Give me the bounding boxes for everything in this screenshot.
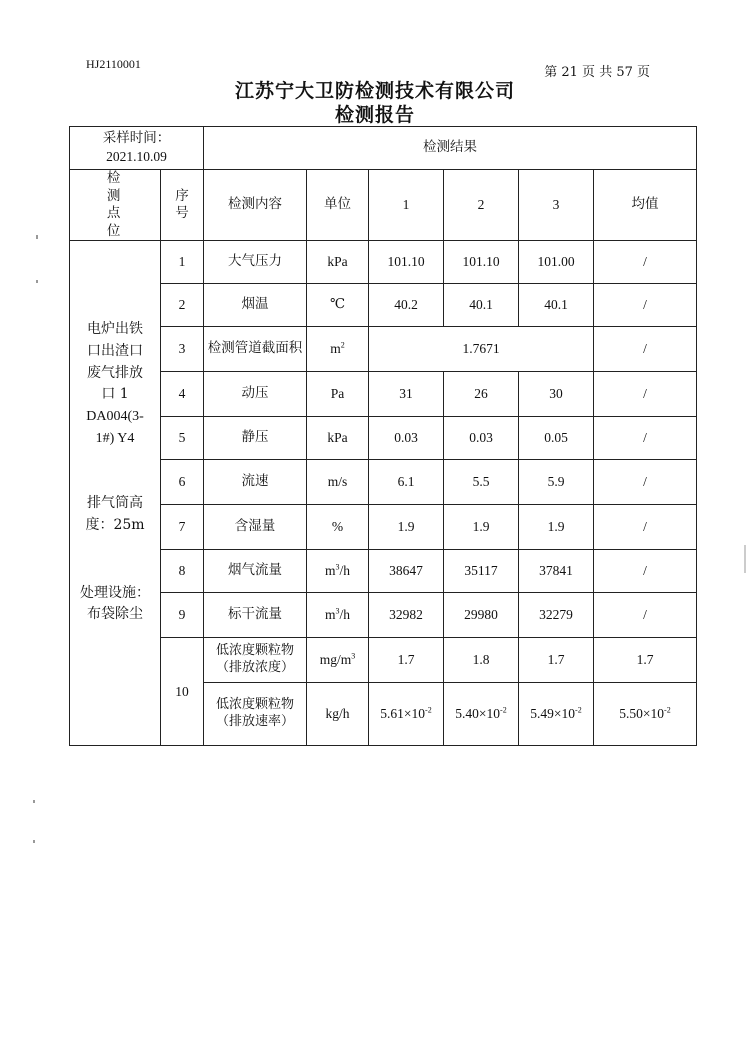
item-cell: 低浓度颗粒物 （排放速率） [204,683,307,746]
sampling-time-label: 采样时间： [102,130,171,147]
location-line: 口 1 [101,386,129,403]
scan-mark [33,840,35,843]
document-code: HJ2110001 [86,57,141,71]
seq-cell: 3 [161,327,204,372]
sampling-date: 2021.10.09 [106,149,167,164]
header-run-1: 1 [369,170,444,241]
value-cell: 1.9 [369,505,444,550]
average-cell: / [594,284,697,327]
item-cell: 动压 [204,372,307,417]
unit-cell: $m^3/h$ [307,593,369,638]
facility-line: 布袋除尘 [87,606,143,623]
unit-cell: ℃ [307,284,369,327]
value-cell: 29980 [444,593,519,638]
location-line: 电炉出铁 [87,321,143,338]
table-row [70,638,697,683]
table-row [70,284,697,327]
value-cell: 5.9 [519,460,594,505]
item-cell: 流速 [204,460,307,505]
value-cell: 101.10 [444,241,519,284]
value-cell: 0.03 [444,417,519,460]
item-cell: 静压 [204,417,307,460]
table-row [70,372,697,417]
value-cell: 38647 [369,550,444,593]
location-cell [70,241,161,746]
unit-cell: $m^2$ [307,327,369,372]
average-cell: / [594,372,697,417]
table-row [70,241,697,284]
company-name: 江苏宁大卫防检测技术有限公司 [234,80,515,102]
item-cell: 含湿量 [204,505,307,550]
value-cell: 32982 [369,593,444,638]
seq-cell: 5 [161,417,204,460]
unit-cell: $m^3/h$ [307,550,369,593]
value-cell: 31 [369,372,444,417]
value-cell: 101.00 [519,241,594,284]
table-row [70,327,697,372]
value-cell: $5.61\times 10^{-2}$ [369,683,444,746]
scan-mark [744,545,746,573]
average-cell: / [594,241,697,284]
value-cell: 40.1 [519,284,594,327]
item-cell: 检测管道截面积 [204,327,307,372]
header-average: 均值 [594,170,697,241]
value-cell: 1.9 [519,505,594,550]
item-cell: 低浓度颗粒物 （排放浓度） [204,638,307,683]
seq-cell: 10 [161,638,204,746]
unit-cell: % [307,505,369,550]
page-number: 第 21 页 共 57 页 [544,65,650,80]
item-cell: 大气压力 [204,241,307,284]
seq-cell: 2 [161,284,204,327]
unit-cell: $mg/m^3$ [307,638,369,683]
value-cell: 35117 [444,550,519,593]
seq-cell: 7 [161,505,204,550]
unit-cell: kPa [307,241,369,284]
seq-cell: 1 [161,241,204,284]
item-cell: 标干流量 [204,593,307,638]
value-cell: 40.2 [369,284,444,327]
value-cell: 40.1 [444,284,519,327]
value-cell: 101.10 [369,241,444,284]
header-run-3: 3 [519,170,594,241]
average-cell: / [594,460,697,505]
average-cell: / [594,327,697,372]
location-line: 废气排放 [87,364,143,381]
value-cell: 1.8 [444,638,519,683]
table-row [70,505,697,550]
facility-line: 处理设施： [80,584,150,601]
header-seq: 序号 [161,170,204,241]
value-cell: 26 [444,372,519,417]
value-cell: 1.9 [444,505,519,550]
stack-height-line: 排气筒高 [87,495,143,512]
value-cell: 30 [519,372,594,417]
sampling-time-cell [70,127,204,170]
value-cell: 5.5 [444,460,519,505]
scan-mark [33,800,35,803]
seq-cell: 6 [161,460,204,505]
value-cell: 0.05 [519,417,594,460]
unit-cell: kg/h [307,683,369,746]
scan-mark [36,235,38,239]
item-cell: 烟温 [204,284,307,327]
average-cell: / [594,417,697,460]
location-line: 口出渣口 [87,342,143,359]
item-cell: 烟气流量 [204,550,307,593]
seq-cell: 4 [161,372,204,417]
value-cell: $5.49\times 10^{-2}$ [519,683,594,746]
location-line: 1#) Y4 [95,430,135,446]
average-cell: $5.50\times 10^{-2}$ [594,683,697,746]
average-cell: 1.7 [594,638,697,683]
table-row [70,417,697,460]
seq-cell: 9 [161,593,204,638]
header-unit: 单位 [307,170,369,241]
value-cell: 6.1 [369,460,444,505]
header-location: 检测点位 [70,170,161,241]
value-cell: 1.7 [369,638,444,683]
table-row [70,593,697,638]
report-title: 检测报告 [334,104,415,126]
unit-cell: m/s [307,460,369,505]
average-cell: / [594,593,697,638]
stack-height-line: 度：25m [85,517,145,533]
value-cell: 37841 [519,550,594,593]
table-row [70,550,697,593]
value-cell: 0.03 [369,417,444,460]
location-line: DA004(3- [86,408,144,424]
seq-cell: 8 [161,550,204,593]
results-header: 检测结果 [204,127,697,170]
value-cell: 32279 [519,593,594,638]
header-run-2: 2 [444,170,519,241]
value-cell: $5.40\times 10^{-2}$ [444,683,519,746]
header-item: 检测内容 [204,170,307,241]
unit-cell: kPa [307,417,369,460]
unit-cell: Pa [307,372,369,417]
table-row [70,460,697,505]
scan-mark [36,280,38,283]
average-cell: / [594,550,697,593]
value-cell: 1.7 [519,638,594,683]
average-cell: / [594,505,697,550]
results-table [69,126,697,746]
merged-value-cell: 1.7671 [369,327,594,372]
